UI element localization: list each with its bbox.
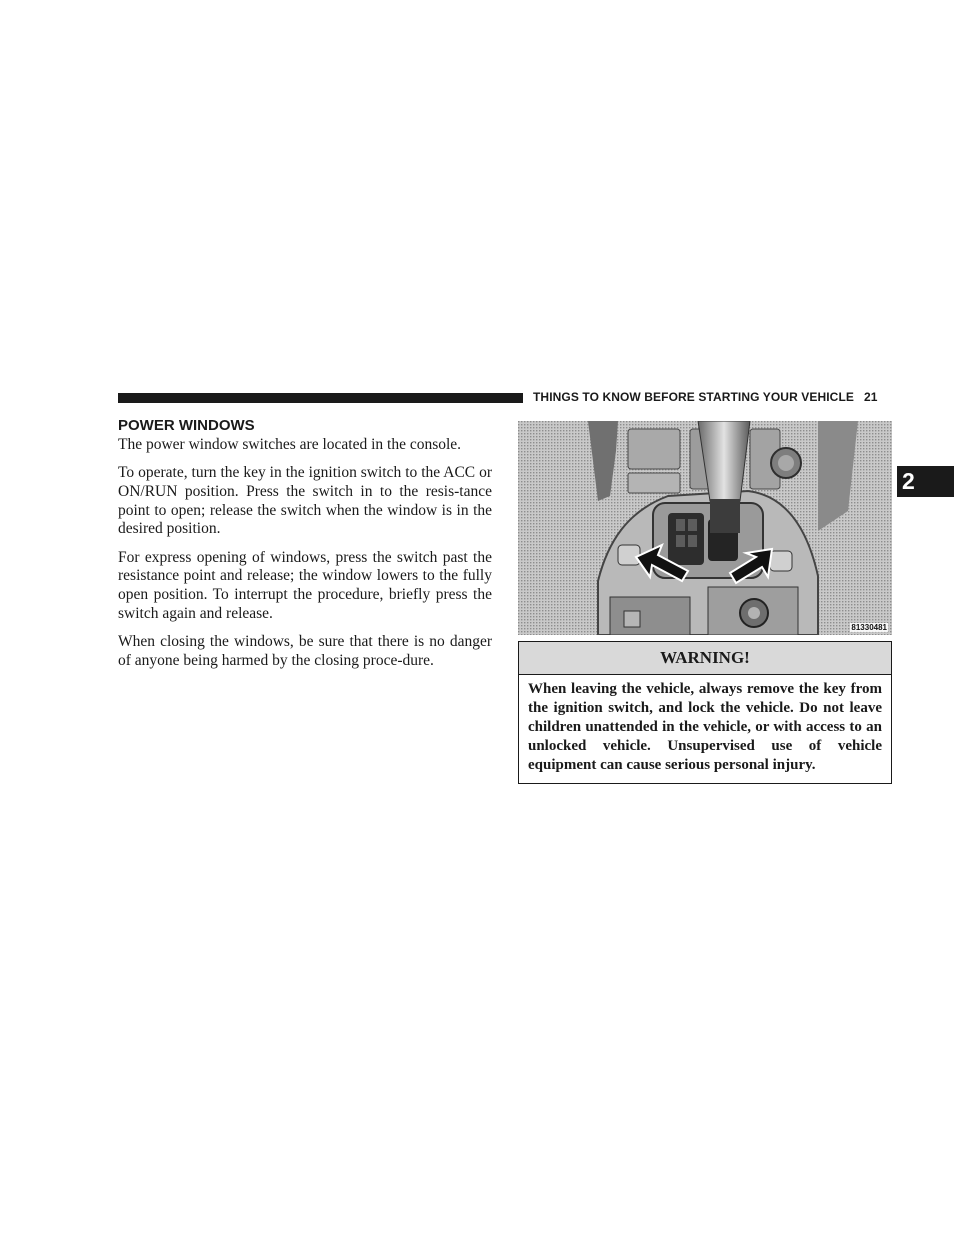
header-rule xyxy=(118,393,523,403)
warning-title: WARNING! xyxy=(519,642,891,675)
running-header xyxy=(533,390,893,404)
paragraph: For express opening of windows, press the switch past the resistance point and release; the window lowers to the fully open position. To interrupt the procedure, briefly press the switch again and release. xyxy=(118,548,492,622)
figure-id: 81330481 xyxy=(851,623,887,632)
paragraph: When closing the windows, be sure that there is no danger of anyone being harmed by the closing proce-dure. xyxy=(118,632,492,669)
section-title: POWER WINDOWS xyxy=(118,417,255,434)
body-text xyxy=(118,436,492,680)
console-photo xyxy=(518,421,892,635)
console-illustration xyxy=(518,421,892,635)
page-number: 21 xyxy=(863,390,878,404)
warning-box xyxy=(518,641,892,784)
header-section-title: THINGS TO KNOW BEFORE STARTING YOUR VEHICLE xyxy=(533,390,854,404)
warning-text: When leaving the vehicle, always remove the key from the ignition switch, and lock the vehicle. Do not leave children unattended in the vehicle, or with access to an unlocked vehicle. Unsupervised use of vehicle equipment can cause serious personal injury. xyxy=(528,681,882,773)
paragraph: The power window switches are located in the console. xyxy=(118,436,462,453)
paragraph: To operate, turn the key in the ignition switch to the ACC or ON/RUN position. Press the switch in to the resis-tance point to open; release the switch when the window is in the desired position. xyxy=(118,464,492,538)
chapter-tab: 2 xyxy=(897,466,954,497)
